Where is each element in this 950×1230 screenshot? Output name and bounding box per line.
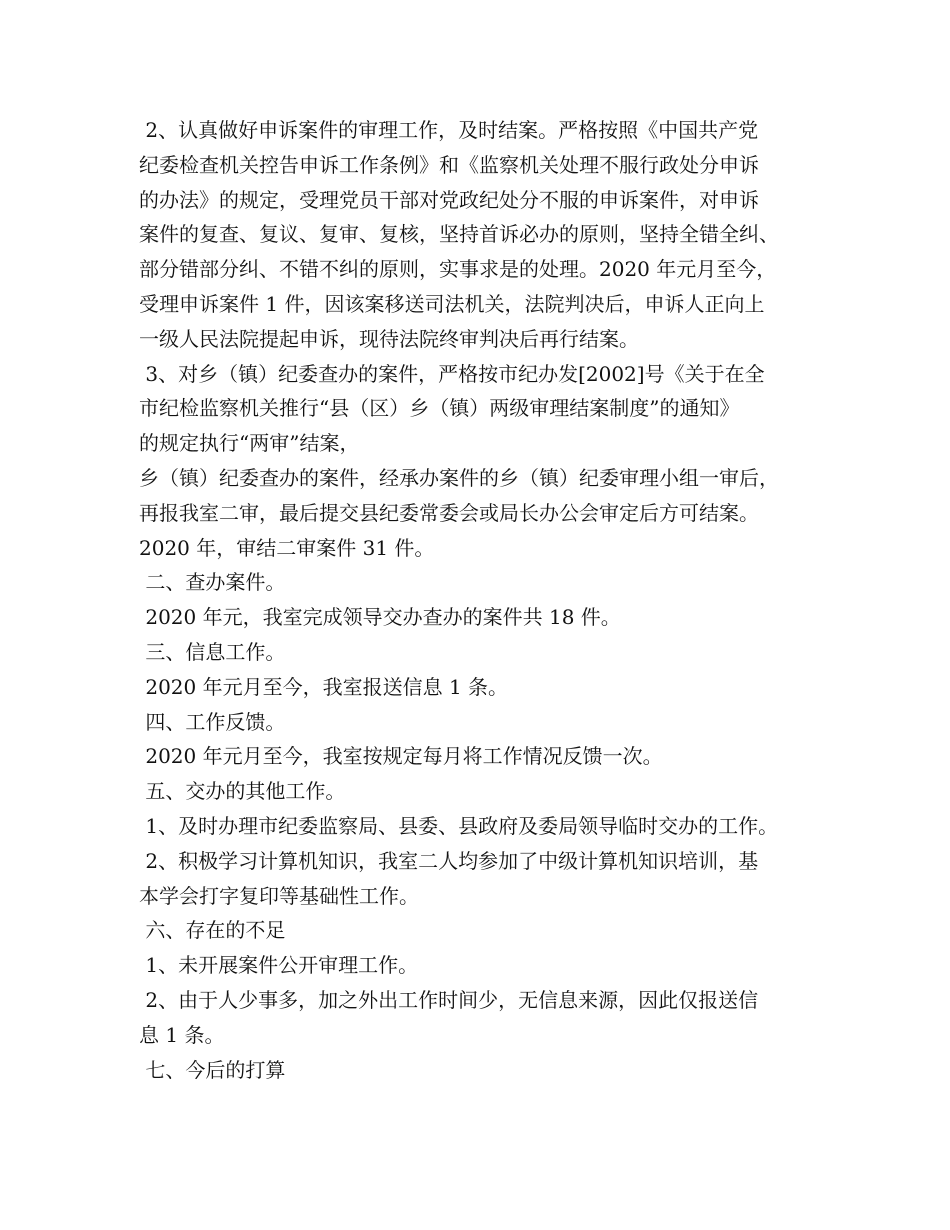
- section-heading: 七、今后的打算: [139, 1057, 286, 1082]
- text-line: 再报我室二审，最后提交县纪委常委会或局长办公会审定后方可结案。: [139, 500, 759, 525]
- text-line: 2、积极学习计算机知识，我室二人均参加了中级计算机知识培训，基: [139, 848, 759, 873]
- text-line: 息 1 条。: [139, 1022, 225, 1047]
- text-line: 1、及时办理市纪委监察局、县委、县政府及委局领导临时交办的工作。: [139, 813, 779, 838]
- text-line: 3、对乡（镇）纪委查办的案件，严格按市纪办发[2002]号《关于在全: [139, 361, 765, 386]
- text-line: 受理申诉案件 1 件，因该案移送司法机关，法院判决后，申诉人正向上: [139, 291, 765, 316]
- text-line: 2020 年，审结二审案件 31 件。: [139, 535, 435, 560]
- text-line: 2020 年元月至今，我室报送信息 1 条。: [139, 674, 509, 699]
- section-heading: 五、交办的其他工作。: [139, 779, 346, 804]
- text-line: 2020 年元，我室完成领导交办查办的案件共 18 件。: [139, 605, 621, 630]
- document-page: [139, 113, 839, 1087]
- text-line: 2、认真做好申诉案件的审理工作，及时结案。严格按照《中国共产党: [139, 118, 759, 142]
- text-line: 案件的复查、复议、复审、复核，坚持首诉必办的原则，坚持全错全纠、: [139, 222, 779, 247]
- section-heading: 三、信息工作。: [139, 639, 286, 664]
- text-line: 部分错部分纠、不错不纠的原则，实事求是的处理。2020 年元月至今，: [139, 257, 777, 282]
- section-heading: 六、存在的不足: [139, 918, 286, 943]
- text-line: 一级人民法院提起申诉，现待法院终审判决后再行结案。: [139, 326, 639, 351]
- text-line: 2、由于人少事多，加之外出工作时间少，无信息来源，因此仅报送信: [139, 987, 759, 1012]
- text-line: 1、未开展案件公开审理工作。: [139, 953, 419, 978]
- text-line: 的规定执行“两审”结案，: [139, 431, 360, 456]
- section-heading: 二、查办案件。: [139, 570, 286, 595]
- text-line: 纪委检查机关控告申诉工作条例》和《监察机关处理不服行政处分申诉: [139, 152, 759, 177]
- text-line: 本学会打字复印等基础性工作。: [139, 883, 419, 908]
- text-line: 乡（镇）纪委查办的案件，经承办案件的乡（镇）纪委审理小组一审后，: [139, 465, 779, 490]
- text-line: 的办法》的规定，受理党员干部对党政纪处分不服的申诉案件，对申诉: [139, 187, 759, 212]
- section-heading: 四、工作反馈。: [139, 709, 286, 734]
- text-line: 2020 年元月至今，我室按规定每月将工作情况反馈一次。: [139, 744, 663, 769]
- text-line: 市纪检监察机关推行“县（区）乡（镇）两级审理结案制度”的通知》: [139, 396, 740, 421]
